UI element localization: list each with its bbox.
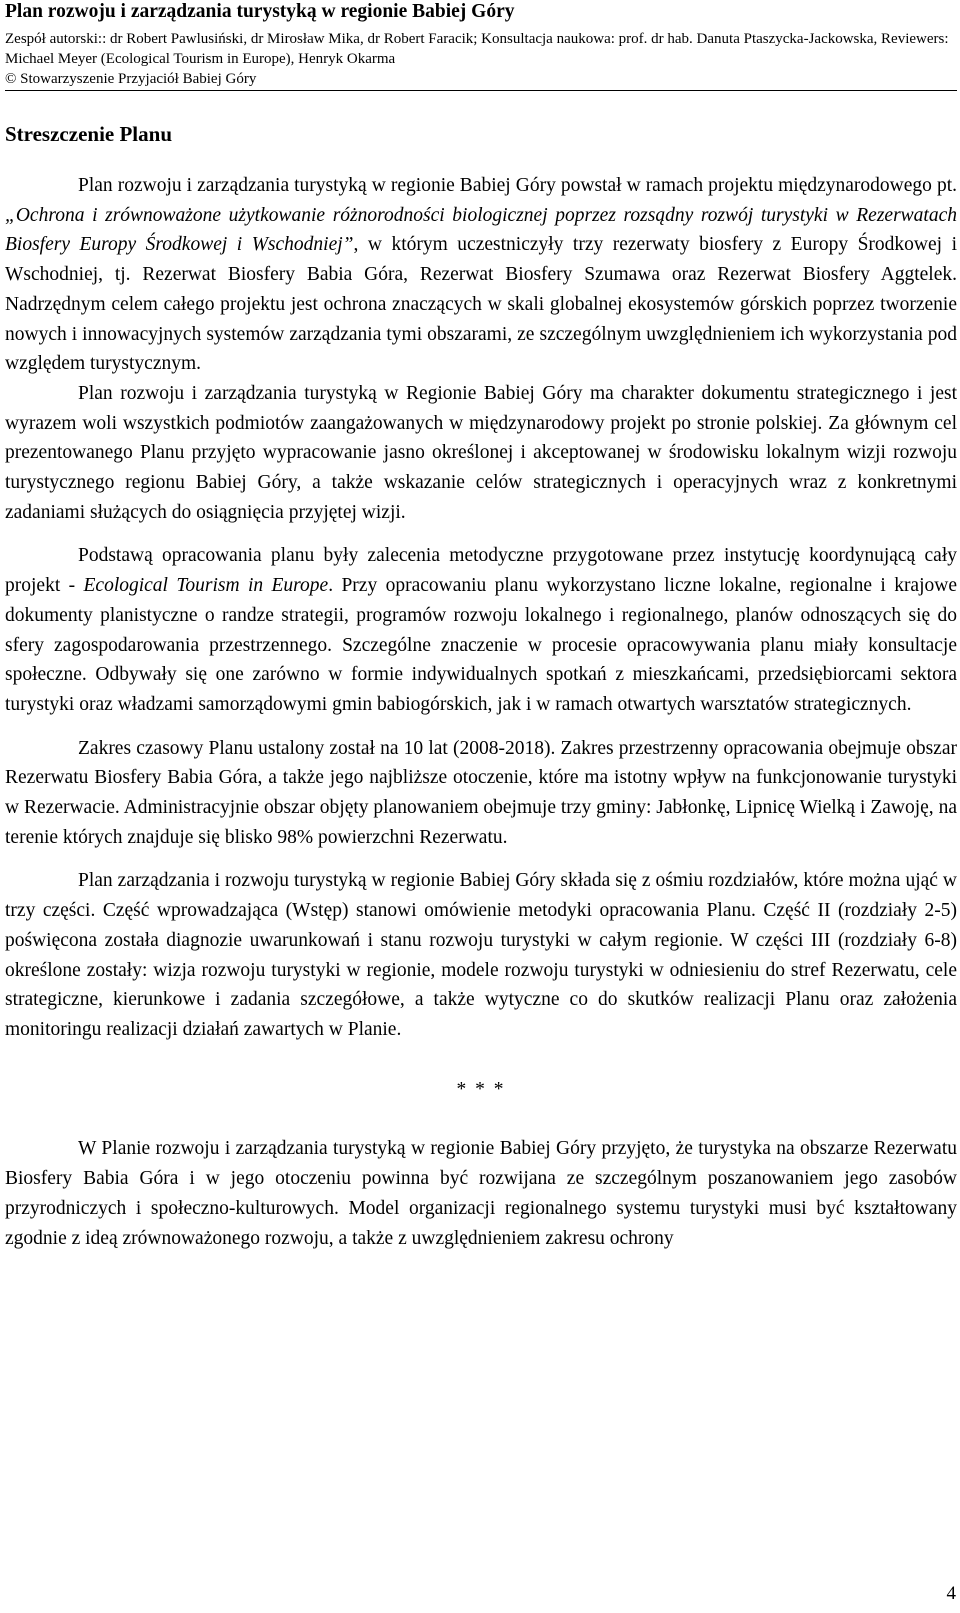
paragraph-1-text-c: , w którym uczestniczyły trzy rezerwaty biosfery z Europy Środkowej i Wschodniej, tj. Rezerwat Biosfery Babia Góra, Rezerwat Biosfery Szumawa oraz Rezerwat Biosfery Aggtelek. Nadrzędnym celem całego projektu jest ochrona znaczących w skali globalnej ekosystemów górskich poprzez tworzenie nowych i innowacyjnych systemów zarządzania tymi obszarami, ze szczególnym uwzględnieniem ich wykorzystania pod względem turystycznym.	[5, 234, 957, 375]
paragraph-3-text-c: . Przy opracowaniu planu wykorzystano liczne lokalne, regionalne i krajowe dokumenty planistyczne o randze strategii, programów rozwoju lokalnego i regionalnego, planów odnoszących się do sfery zagospodarowania przestrzennego. Szczególne znaczenie w procesie opracowywania planu miały konsultacje społeczne. Odbywały się one zarówno w formie indywidualnych spotkań z mieszkańcami, przedsiębiorcami sektora turystyki oraz władzami samorządowymi gmin babiogórskich, jak i w ramach otwartych warsztatów strategicznych.	[5, 575, 957, 715]
paragraph-5: Plan zarządzania i rozwoju turystyką w regionie Babiej Góry składa się z ośmiu rozdziałów, które można ująć w trzy części. Część wprowadzająca (Wstęp) stanowi omówienie metodyki opracowania Planu. Część II (rozdziały 2-5) poświęcona została diagnozie uwarunkowań i stanu rozwoju turystyki w całym regionie. W części III (rozdziały 6-8) określone zostały: wizja rozwoju turystyki w regionie, modele rozwoju turystyki w odniesieniu do stref Rezerwatu, cele strategiczne, kierunkowe i zadania szczegółowe, a także wytyczne co do skutków realizacji Planu oraz założenia monitoringu realizacji działań zawartych w Planie.	[5, 870, 957, 1040]
paragraph-3-text-a: Podstawą opracowania planu były zalecenia metodyczne przygotowane przez instytucję koordynującą cały projekt -	[5, 545, 957, 597]
header-title: Plan rozwoju i zarządzania turystyką w regionie Babiej Góry	[5, 1, 515, 22]
section-title: Streszczenie Planu	[5, 122, 172, 146]
paragraph-4: Zakres czasowy Planu ustalony został na 10 lat (2008-2018). Zakres przestrzenny opracowania obejmuje obszar Rezerwatu Biosfery Babia Góra, a także jego najbliższe otoczenie, które ma istotny wpływ na funkcjonowanie turystyki w Rezerwacie. Administracyjnie obszar objęty planowaniem obejmuje trzy gminy: Jabłonkę, Lipnicę Wielką i Zawoję, na terenie których znajduje się blisko 98% powierzchni Rezerwatu.	[5, 737, 957, 848]
paragraph-3	[5, 541, 957, 719]
project-title-italic: „Ochrona i zrównoważone użytkowanie różnorodności biologicznej poprzez rozsądny rozwój turystyki w Rezerwatach Biosfery Europy Środkowej i Wschodniej”	[5, 204, 957, 256]
paragraph-2: Plan rozwoju i zarządzania turystyką w Regionie Babiej Góry ma charakter dokumentu strategicznego i jest wyrazem woli wszystkich podmiotów zaangażowanych w międzynarodowy projekt po stronie polskiej. Za głównym cel prezentowanego Planu przyjęto wypracowanie jasno określonej i akceptowanej w środowisku lokalnym wizji rozwoju turystycznego regionu Babiej Góry, a także wskazanie celów strategicznych i operacyjnych wraz z konkretnymi zadaniami służących do osiągnięcia przyjętej wizji.	[5, 382, 957, 523]
header-copyright: © Stowarzyszenie Przyjaciół Babiej Góry	[5, 71, 257, 87]
document-body	[5, 171, 957, 1253]
paragraph-1	[5, 171, 957, 379]
coordinator-name-italic: Ecological Tourism in Europe	[83, 575, 329, 597]
page-number: 4	[946, 1583, 956, 1604]
paragraph-6: W Planie rozwoju i zarządzania turystyką w regionie Babiej Góry przyjęto, że turystyka na obszarze Rezerwatu Biosfery Babia Góra i w jego otoczeniu powinna być rozwijana ze szczególnym poszanowaniem jego zasobów przyrodniczych i społeczno-kulturowych. Model organizacji regionalnego systemu turystyki musi być kształtowany zgodnie z ideą zrównoważonego rozwoju, a także z uwzględnieniem zakresu ochrony	[5, 1138, 957, 1249]
header-authors: Zespół autorski:: dr Robert Pawlusiński, dr Mirosław Mika, dr Robert Faracik; Konsultacja naukowa: prof. dr hab. Danuta Ptaszycka-Jackowska, Reviewers: Michael Meyer (Ecological Tourism in Europe), Henryk Okarma	[5, 31, 949, 67]
document-page	[5, 0, 957, 1253]
paragraph-1-text-a: Plan rozwoju i zarządzania turystyką w regionie Babiej Góry powstał w ramach projektu międzynarodowego pt.	[78, 175, 957, 196]
section-separator: * * *	[456, 1078, 506, 1100]
header-rule	[5, 90, 957, 91]
